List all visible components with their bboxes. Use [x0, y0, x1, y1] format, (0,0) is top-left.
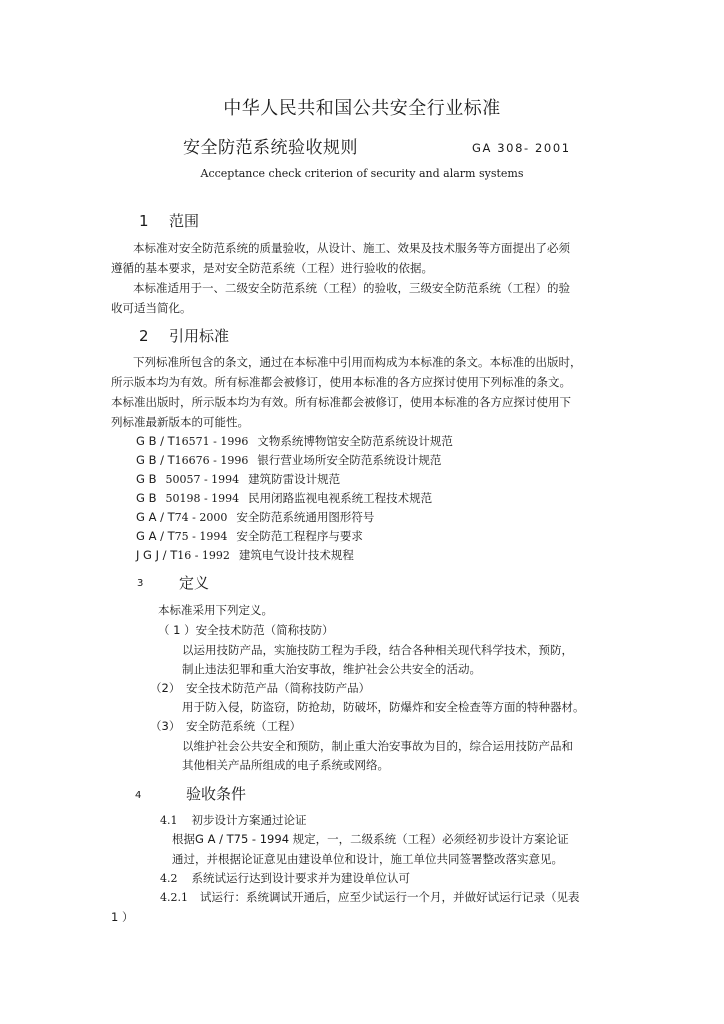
reference-prefix: J G J / T	[136, 548, 178, 562]
subsection-4-2-1-continuation: 1 ）	[111, 910, 134, 924]
definition-line: 制止违法犯罪和重大治安事故，维护社会公共安全的活动。	[182, 662, 481, 676]
section-2-title: 引用标准	[169, 327, 230, 345]
reference-code: 16676 - 1996	[174, 454, 249, 467]
standard-code: GA 308- 2001	[472, 141, 571, 155]
subsection-4-2-1	[160, 888, 580, 907]
reference-title: 建筑电气设计技术规程	[238, 548, 354, 562]
subsection-4-1	[160, 811, 307, 830]
reference-code: 50198 - 1994	[165, 492, 240, 505]
definition-line: 以运用技防产品，实施技防工程为手段，结合各种相关现代科学技术，预防，	[182, 643, 573, 657]
reference-prefix: G A / T	[136, 529, 175, 543]
subsection-4-1-title: 初步设计方案通过论证	[191, 813, 307, 827]
reference-code: 50057 - 1994	[165, 473, 240, 486]
section-2-line-3: 本标准出版时，所示版本均为有效。所有标准都会被修订，使用本标准的各方应探讨使用下	[111, 395, 571, 409]
definition-label: （2） 安全技术防范产品（简称技防产品）	[150, 681, 371, 695]
reference-prefix: G A / T	[136, 510, 175, 524]
subsection-4-2-number: 4.2	[160, 872, 178, 885]
reference-title: 建筑防雷设计规范	[248, 472, 341, 486]
reference-title: 文物系统博物馆安全防范系统设计规范	[257, 434, 453, 448]
subsection-4-1-line-1: 根据G A / T75 - 1994 规定，一，二级系统（工程）必须经初步设计方案论证	[172, 832, 569, 846]
section-2-line-2: 所示版本均为有效。所有标准都会被修订，使用本标准的各方应探讨使用下列标准的条文。	[111, 375, 571, 389]
reference-item	[136, 509, 374, 525]
reference-item	[136, 471, 340, 487]
org-title: 中华人民共和国公共安全行业标准	[223, 98, 501, 119]
reference-code: 16571 - 1996	[174, 435, 249, 448]
doc-title: 安全防范系统验收规则	[183, 138, 358, 158]
reference-title: 银行营业场所安全防范系统设计规范	[257, 453, 442, 467]
section-1-line-4: 收可适当简化。	[111, 301, 192, 315]
definition-line: 以维护社会公共安全和预防，制止重大治安事故为目的，综合运用技防产品和	[182, 739, 573, 753]
reference-code: 74 - 2000	[174, 511, 228, 524]
reference-prefix: G B / T	[136, 434, 175, 448]
section-1-line-2: 遵循的基本要求，是对安全防范系统（工程）进行验收的依据。	[111, 261, 433, 275]
reference-code: 75 - 1994	[174, 530, 228, 543]
section-4-title: 验收条件	[186, 785, 247, 803]
reference-item	[136, 528, 363, 544]
section-2-line-1: 下列标准所包含的条文，通过在本标准中引用而构成为本标准的条文。本标准的出版时，	[133, 355, 582, 369]
section-2-number: 2	[139, 327, 149, 345]
subsection-4-2-title: 系统试运行达到设计要求并为建设单位认可	[191, 871, 410, 885]
english-title: Acceptance check criterion of security and alarm systems	[200, 167, 524, 180]
reference-code: 16 - 1992	[177, 549, 230, 562]
section-3-intro: 本标准采用下列定义。	[158, 603, 273, 617]
reference-prefix: G B	[136, 472, 157, 486]
section-1-number: 1	[139, 212, 149, 230]
section-3-number: 3	[137, 578, 144, 589]
section-1-title: 范围	[169, 212, 200, 230]
definition-line: 用于防入侵，防盗窃，防抢劫，防破坏，防爆炸和安全检查等方面的特种器材。	[182, 700, 585, 714]
section-1-line-3: 本标准适用于一、二级安全防范系统（工程）的验收，三级安全防范系统（工程）的验	[133, 281, 570, 295]
section-1-line-1: 本标准对安全防范系统的质量验收，从设计、施工、效果及技术服务等方面提出了必须	[133, 241, 570, 255]
definition-line: 其他相关产品所组成的电子系统或网络。	[182, 758, 389, 772]
reference-item	[136, 547, 354, 563]
section-3-title: 定义	[179, 574, 210, 592]
subsection-4-2-1-number: 4.2.1	[160, 891, 188, 904]
reference-item	[136, 433, 453, 449]
reference-title: 民用闭路监视电视系统工程技术规范	[248, 491, 433, 505]
subsection-4-2	[160, 869, 410, 888]
reference-prefix: G B / T	[136, 453, 175, 467]
definition-label: （3） 安全防范系统（工程）	[150, 719, 302, 733]
reference-item	[136, 452, 441, 468]
definition-label: （ 1 ）安全技术防范（简称技防）	[158, 623, 334, 637]
reference-prefix: G B	[136, 491, 157, 505]
subsection-4-1-line-2: 通过，并根据论证意见由建设单位和设计，施工单位共同签署整改落实意见。	[172, 852, 563, 866]
section-2-heading	[139, 325, 229, 346]
subsection-4-1-number: 4.1	[160, 814, 178, 827]
reference-title: 安全防范工程程序与要求	[236, 529, 363, 543]
reference-title: 安全防范系统通用图形符号	[236, 510, 375, 524]
reference-item	[136, 490, 432, 506]
section-4-number: 4	[135, 790, 142, 801]
section-1-heading	[139, 210, 199, 231]
section-2-line-4: 列标准最新版本的可能性。	[111, 415, 249, 429]
subsection-4-2-1-text: 试运行：系统调试开通后，应至少试运行一个月，并做好试运行记录（见表	[200, 890, 580, 904]
